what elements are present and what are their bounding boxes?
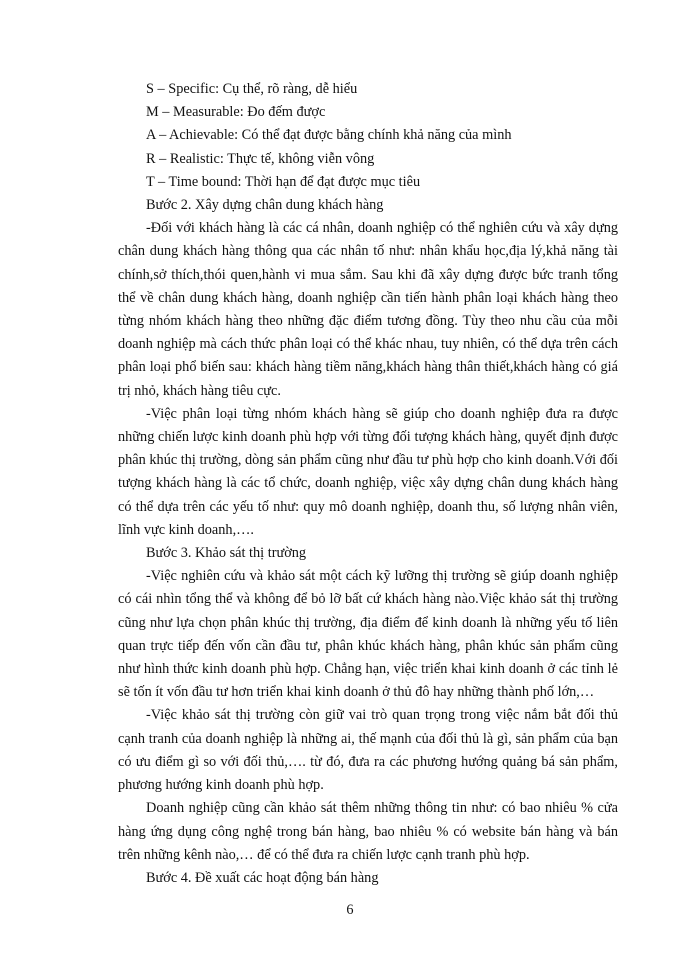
smart-line-realistic: R – Realistic: Thực tế, không viễn vông <box>146 150 375 167</box>
page-number: 6 <box>346 902 354 918</box>
step4-heading: Bước 4. Đề xuất các hoạt động bán hàng <box>146 869 379 886</box>
step3-paragraph: -Việc khảo sát thị trường còn giữ vai trò quan trọng trong việc nắm bắt đối thủ cạnh tranh của doanh nghiệp là những ai, thế mạnh của đối thủ là gì, sản phẩm của bạn có ưu điểm gì so với đối thủ,…. từ đó, đưa ra các phương hướng quảng bá sản phẩm, phương hướng kinh doanh phù hợp. <box>118 707 618 794</box>
step2-paragraph: -Đối với khách hàng là các cá nhân, doanh nghiệp có thể nghiên cứu và xây dựng chân dung khách hàng thông qua các nhân tố như: nhân khẩu học,địa lý,khả năng tài chính,sở thích,thói quen,hành vi mua sắm. Sau khi đã xây dựng được bức tranh tổng thể về chân dung khách hàng, doanh nghiệp cần tiến hành phân loại khách hàng theo từng nhóm khách hàng theo những đặc điểm tương đồng. Tùy theo nhu cầu của mỗi doanh nghiệp mà cách thức phân loại có thể khác nhau, tuy nhiên, có thể dựa trên cách phân loại phổ biến sau: khách hàng tiềm năng,khách hàng thân thiết,khách hàng có giá trị nhỏ, khách hàng tiêu cực. <box>118 220 618 399</box>
smart-line-specific: S – Specific: Cụ thể, rõ ràng, dễ hiểu <box>146 81 358 97</box>
page-body <box>118 78 618 890</box>
step3-heading: Bước 3. Khảo sát thị trường <box>146 545 307 562</box>
step3-paragraph: Doanh nghiệp cũng cần khảo sát thêm những thông tin như: có bao nhiêu % cửa hàng ứng dụng công nghệ trong bán hàng, bao nhiêu % có website bán hàng và bán trên những kênh nào,… để có thể đưa ra chiến lược cạnh tranh phù hợp. <box>118 800 618 863</box>
smart-line-measurable: M – Measurable: Đo đếm được <box>146 104 326 121</box>
smart-line-achievable: A – Achievable: Có thể đạt được bằng chính khả năng của mình <box>146 127 512 144</box>
step3-paragraph: -Việc nghiên cứu và khảo sát một cách kỹ lưỡng thị trường sẽ giúp doanh nghiệp có cái nhìn tổng thể và không để bỏ lỡ bất cứ khách hàng nào.Việc khảo sát thị trường cũng như lựa chọn phân khúc thị trường, địa điểm để kinh doanh là những yếu tố liên quan trực tiếp đến vốn cần đầu tư, phân khúc khách hàng, phân khúc sản phẩm cũng như hình thức kinh doanh phù hợp. Chẳng hạn, việc triển khai kinh doanh ở các tỉnh lẻ sẽ tốn ít vốn đầu tư hơn triển khai kinh doanh ở thủ đô hay những thành phố lớn,… <box>118 568 618 701</box>
smart-line-time-bound: T – Time bound: Thời hạn để đạt được mục tiêu <box>146 173 421 190</box>
step2-heading: Bước 2. Xây dựng chân dung khách hàng <box>146 197 384 214</box>
step2-paragraph: -Việc phân loại từng nhóm khách hàng sẽ giúp cho doanh nghiệp đưa ra được những chiến lược kinh doanh phù hợp với từng đối tượng khách hàng, quyết định được phân khúc thị trường, dòng sản phẩm cũng như đầu tư phù hợp cho kinh doanh.Với đối tượng khách hàng là các tổ chức, doanh nghiệp, việc xây dựng chân dung khách hàng có thể dựa trên các yếu tố như: quy mô doanh nghiệp, doanh thu, số lượng nhân viên, lĩnh vực kinh doanh,…. <box>118 405 618 538</box>
